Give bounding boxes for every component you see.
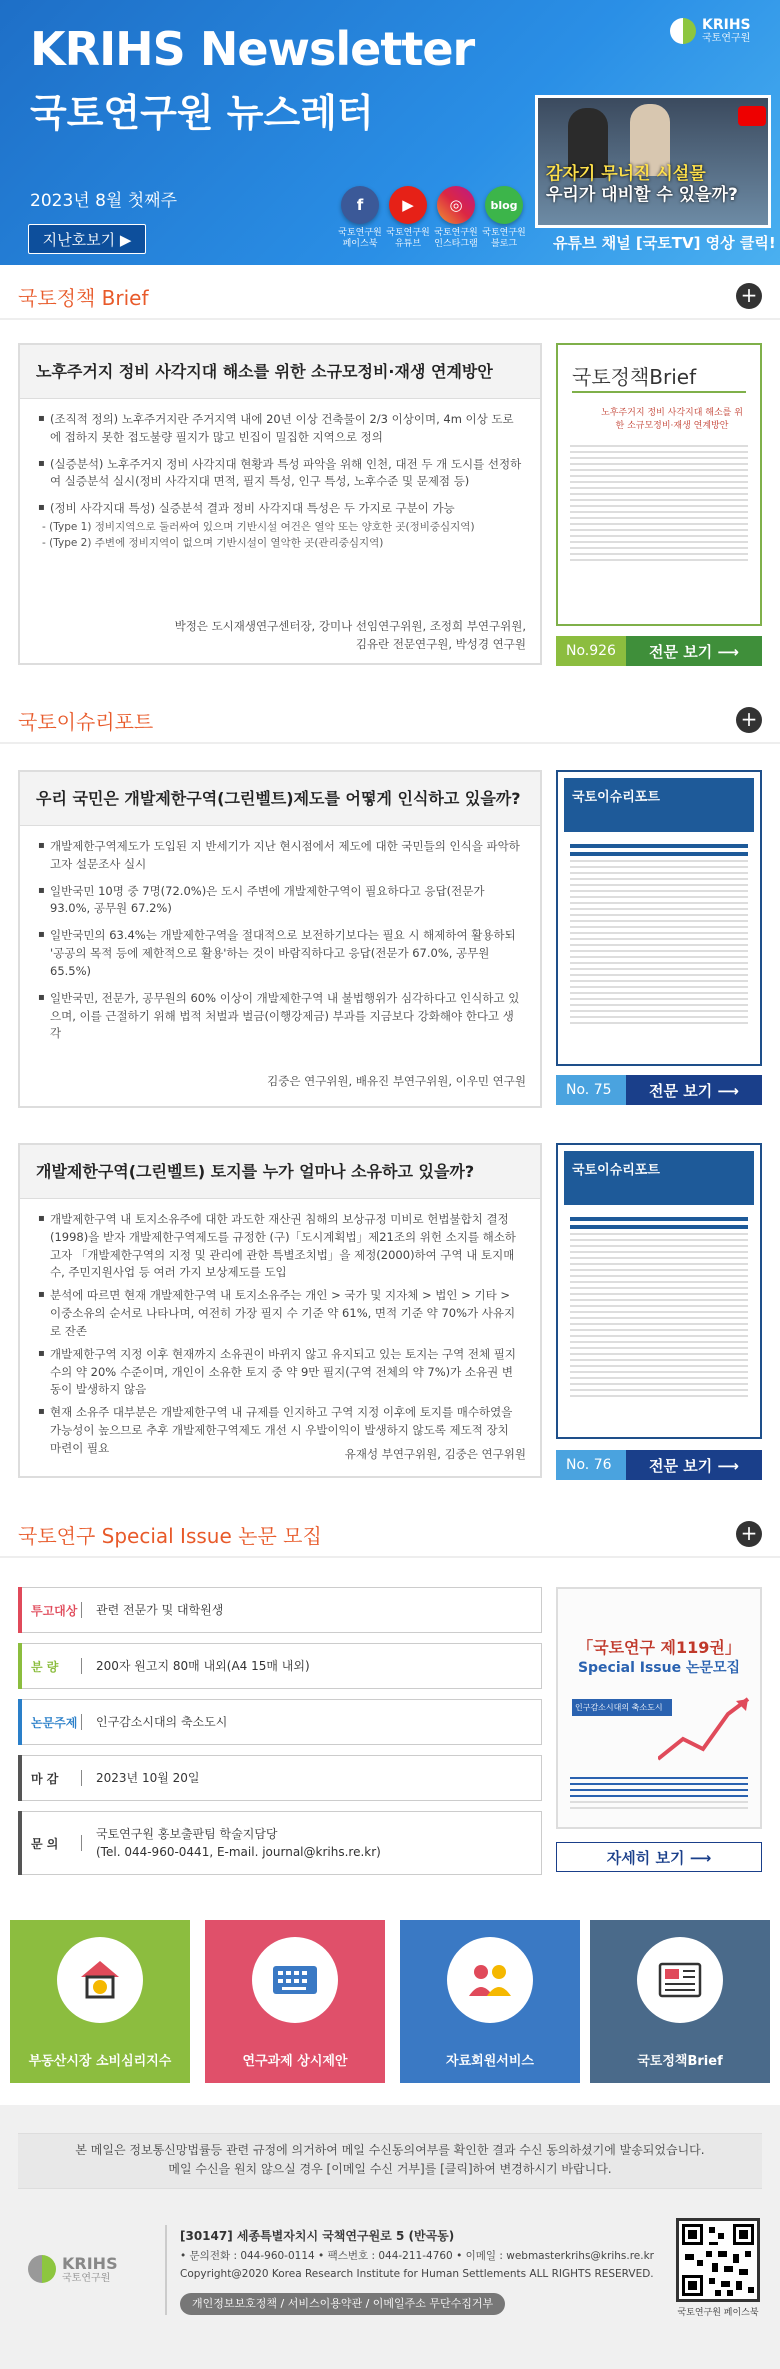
qr-label: 국토연구원 페이스북: [677, 2308, 759, 2318]
youtube-label: 국토연구원 유튜브: [386, 228, 430, 250]
issue-75-footer-bar: [556, 1075, 762, 1105]
people-icon: [447, 1937, 533, 2023]
issue-card-75-authors: 김중은 연구위원, 배유진 부연구위원, 이우민 연구원: [267, 1074, 526, 1088]
youtube-icon: ▶: [389, 186, 427, 224]
brief-sub-item: - (Type 2) 주변에 정비지역이 없으며 기반시설이 열악한 곳(관리중심지역): [42, 536, 384, 549]
footer-divider: [165, 2225, 167, 2315]
row-separator: [81, 1602, 82, 1618]
list-item: ▪ (조직적 정의) 노후주거지란 주거지역 내에 20년 이상 건축물이 2/3 이상이며, 4m 이상 도로에 접하지 못한 접도불량 필지가 많고 빈집이 밀집한 지역으로 정의: [38, 411, 522, 447]
issue-more-plus-icon[interactable]: +: [736, 707, 762, 733]
instagram-icon: ◎: [437, 186, 475, 224]
list-item: ▪ 개발제한구역 내 토지소유주에 대한 과도한 재산권 침해의 보상규정 미비로 헌법불합치 결정(1998)을 받자 개발제한구역제도를 규정한 (구)「도시계획법」제21조의 위헌 소지를 해소하고자 「개발제한구역의 지정 및 관리에 관한 특별조치법」을 제정(2000)하여 구역 내 토지매수, 주민지원사업 등 여러 가지 보상제도를 도입: [38, 1211, 522, 1282]
row-separator: [81, 1835, 82, 1851]
play-icon: [738, 106, 766, 126]
brief-cover-subtitle: 노후주거지 정비 사각지대 해소를 위한 소규모정비·재생 연계방안: [601, 408, 743, 431]
row-accent: [18, 1587, 22, 1633]
tile-real-estate-index[interactable]: [10, 1920, 190, 2083]
row-value: 관련 전문가 및 대학원생: [96, 1603, 224, 1617]
facebook-link[interactable]: [336, 186, 384, 251]
house-coin-icon: [57, 1937, 143, 2023]
issue-card-75-title[interactable]: 우리 국민은 개발제한구역(그린벨트)제도를 어떻게 인식하고 있을까?: [20, 772, 540, 826]
brief-more-plus-icon[interactable]: +: [736, 283, 762, 309]
row-value: 인구감소시대의 축소도시: [96, 1715, 228, 1729]
logo-text-ko: 국토연구원: [702, 33, 751, 45]
video-caption-1b: 무너진 시설물: [601, 164, 706, 184]
brief-authors-line1: 박정은 도시재생연구센터장, 강미나 선임연구위원, 조정희 부연구위원,: [174, 619, 526, 633]
blog-link[interactable]: [480, 186, 528, 251]
instagram-label: 국토연구원 인스타그램: [434, 228, 478, 250]
special-row-contact: [18, 1811, 542, 1875]
special-poster-thumbnail[interactable]: [556, 1587, 762, 1829]
youtube-channel-label[interactable]: 유튜브 채널 [국토TV] 영상 클릭!: [553, 234, 776, 252]
list-item: ▪ 일반국민의 63.4%는 개발제한구역을 절대적으로 보전하기보다는 필요 시 해제하여 활용하되 '공공의 목적 등에 제한적으로 활용'하는 것이 바람직하다고 응답(전문가 67.0%, 공무원 65.5%): [38, 927, 522, 980]
issue-76-cover-thumbnail[interactable]: [556, 1143, 762, 1439]
tile-policy-brief[interactable]: [590, 1920, 770, 2083]
issue-75-read-more-button[interactable]: 전문 보기 ⟶: [626, 1075, 762, 1105]
tile-label: 자료회원서비스: [446, 2054, 534, 2069]
tile-label: 부동산시장 소비심리지수: [28, 2054, 172, 2069]
youtube-link[interactable]: [384, 186, 432, 251]
issue-76-number: No. 76: [556, 1450, 626, 1480]
issue-section-title: 국토이슈리포트: [18, 710, 154, 734]
brief-bullet-list: [20, 399, 540, 518]
poster-title-2: Special Issue 논문모집: [577, 1660, 741, 1676]
list-item: ▪ 일반국민 10명 중 7명(72.0%)은 도시 주변에 개발제한구역이 필요하다고 응답(전문가 93.0%, 공무원 67.2%): [38, 883, 522, 919]
list-item: ▪ (정비 사각지대 특성) 실증분석 결과 정비 사각지대 특성은 두 가지로 구분이 가능: [38, 500, 522, 518]
newsletter-title-en: KRIHS Newsletter: [30, 22, 475, 76]
list-item: ▪ 개발제한구역 지정 이후 현재까지 소유권이 바뀌지 않고 유지되고 있는 토지는 구역 전체 필지 수의 약 20% 수준이며, 개인이 소유한 토지 중 약 9만 필지(구역 전체의 약 7%)가 소유권 변동이 발생하지 않음: [38, 1346, 522, 1399]
footer-notice: [18, 2133, 762, 2189]
special-read-more-button[interactable]: 자세히 보기 ⟶: [606, 1848, 712, 1867]
past-issues-button[interactable]: 지난호보기 ▶: [28, 224, 146, 254]
blog-icon: blog: [485, 186, 523, 224]
row-label: 마 감: [31, 1771, 59, 1786]
video-caption: [546, 164, 738, 207]
poster-text-lines: [570, 1777, 748, 1813]
footer-copyright: Copyright@2020 Korea Research Institute for Human Settlements ALL RIGHTS RESERVED.: [180, 2268, 654, 2280]
issue-card-75-bullets: [20, 826, 540, 1043]
list-item: ▪ (실증분석) 노후주거지 정비 사각지대 현황과 특성 파악을 위해 인천, 대전 두 개 도시를 선정하여 실증분석 실시(정비 사각지대 면적, 필지 특성, 인구 특성, 노후수준 및 문제점 등): [38, 456, 522, 492]
newsletter-header: [0, 0, 780, 265]
krihs-logo-icon: [670, 18, 696, 44]
special-more-plus-icon[interactable]: +: [736, 1521, 762, 1547]
tile-label: 국토정책Brief: [637, 2054, 723, 2069]
footer: [0, 2105, 780, 2369]
newspaper-icon: [637, 1937, 723, 2023]
logo-text-en: KRIHS: [702, 17, 751, 33]
special-row-deadline: [18, 1755, 542, 1801]
footer-notice-line1: 본 메일은 정보통신망법률등 관련 규정에 의거하여 메일 수신동의여부를 확인한 결과 수신 동의하셨기에 발송되었습니다.: [75, 2143, 705, 2157]
row-label: 투고대상: [31, 1603, 78, 1618]
brief-read-more-button[interactable]: 전문 보기 ⟶: [626, 636, 762, 666]
issue-75-cover-thumbnail[interactable]: [556, 770, 762, 1066]
special-row-topic: [18, 1699, 542, 1745]
row-value: 2023년 10월 20일: [96, 1771, 200, 1785]
section-divider: [0, 318, 780, 320]
row-separator: [81, 1658, 82, 1674]
special-section-title: 국토연구 Special Issue 논문 모집: [18, 1524, 322, 1548]
row-accent: [18, 1811, 22, 1875]
footer-logo-en: KRIHS: [62, 2254, 118, 2273]
blog-label: 국토연구원 블로그: [482, 228, 526, 250]
qr-code-icon[interactable]: [676, 2218, 760, 2302]
issue-card-76-bullets: [20, 1199, 540, 1458]
issue-card-75: [18, 770, 542, 1108]
contact-line1: 국토연구원 홍보출판팀 학술지담당: [96, 1827, 278, 1841]
facebook-label: 국토연구원 페이스북: [338, 228, 382, 250]
special-row-target: [18, 1587, 542, 1633]
brief-section-title: 국토정책 Brief: [18, 286, 149, 310]
issue-date: 2023년 8월 첫째주: [30, 191, 177, 211]
issue-76-cover-title: 국토이슈리포트: [572, 1163, 660, 1178]
issue-76-read-more-button[interactable]: 전문 보기 ⟶: [626, 1450, 762, 1480]
brief-authors: [175, 617, 526, 654]
row-accent: [18, 1643, 22, 1689]
list-item: ▪ 개발제한구역제도가 도입된 지 반세기가 지난 현시점에서 제도에 대한 국민들의 인식을 파악하고자 설문조사 실시: [38, 838, 522, 874]
footer-logo: [28, 2255, 118, 2284]
row-accent: [18, 1755, 22, 1801]
footer-contact: • 문의전화 : 044-960-0114 • 팩스번호 : 044-211-4760 • 이메일 : webmasterkrihs@krihs.re.kr: [180, 2250, 654, 2262]
list-item: ▪ 분석에 따르면 현재 개발제한구역 내 토지소유주는 개인 > 국가 및 지자체 > 법인 > 기타 > 이중소유의 순서로 나타나며, 여전히 가장 필지 수 기준 약 61%, 면적 기준 약 70%가 사유지로 잔존: [38, 1287, 522, 1340]
keyboard-icon: [252, 1937, 338, 2023]
issue-76-footer-bar: [556, 1450, 762, 1480]
facebook-icon: f: [341, 186, 379, 224]
section-divider: [0, 742, 780, 744]
youtube-video-thumbnail[interactable]: [535, 95, 771, 228]
brief-footer-bar: [556, 636, 762, 666]
footer-policy-links[interactable]: 개인정보보호정책 / 서비스이용약관 / 이메일주소 무단수집거부: [180, 2293, 505, 2315]
issue-card-76-authors: 유재성 부연구위원, 김중은 연구위원: [344, 1447, 526, 1461]
krihs-logo[interactable]: [670, 18, 751, 44]
poster-topic: 인구감소시대의 축소도시: [572, 1699, 672, 1716]
brief-card-title[interactable]: 노후주거지 정비 사각지대 해소를 위한 소규모정비·재생 연계방안: [20, 345, 540, 399]
brief-cover-thumbnail[interactable]: [556, 343, 762, 626]
video-caption-1: 감자기: [546, 164, 602, 184]
issue-75-number: No. 75: [556, 1075, 626, 1105]
cover-text-lines: [570, 844, 748, 1028]
tile-member-service[interactable]: [400, 1920, 580, 2083]
contact-line2: (Tel. 044-960-0441, E-mail. journal@krihs.re.kr): [96, 1845, 381, 1859]
issue-card-76: [18, 1143, 542, 1478]
tile-label: 연구과제 상시제안: [242, 2054, 348, 2069]
issue-75-cover-title: 국토이슈리포트: [572, 790, 660, 805]
cover-text-lines: [570, 1217, 748, 1401]
footer-notice-line2[interactable]: 메일 수신을 원치 않으실 경우 [이메일 수신 거부]를 [클릭]하여 변경하시기 바랍니다.: [168, 2162, 612, 2177]
special-footer-bar: [556, 1842, 762, 1872]
list-item: ▪ 현재 소유주 대부분은 개발제한구역 내 규제를 인지하고 구역 지정 이후에 토지를 매수하였을 가능성이 높으므로 추후 개발제한구역제도 개선 시 우발이익이 발생하지 않도록 제도적 장치 마련이 필요: [38, 1404, 522, 1457]
special-row-length: [18, 1643, 542, 1689]
newsletter-title-ko: 국토연구원 뉴스레터: [30, 91, 374, 135]
brief-cover-title: 국토정책Brief: [572, 365, 697, 389]
footer-address: [30147] 세종특별자치시 국책연구원로 5 (반곡동): [180, 2229, 455, 2243]
brief-card: [18, 343, 542, 665]
row-value: 200자 원고지 80매 내외(A4 15매 내외): [96, 1659, 310, 1673]
row-accent: [18, 1699, 22, 1745]
brief-authors-line2: 김유란 전문연구원, 박성경 연구원: [355, 637, 526, 652]
section-divider: [0, 1556, 780, 1558]
cover-text-lines: [570, 445, 748, 565]
brief-sub-item: - (Type 1) 정비지역으로 둘러싸여 있으며 기반시설 여건은 열악 또는 양호한 곳(정비중심지역): [42, 521, 475, 534]
row-label: 논문주제: [31, 1715, 78, 1730]
footer-logo-ko: 국토연구원: [62, 2272, 111, 2284]
cover-rule: [572, 391, 746, 393]
video-caption-2: 우리가 대비할 수 있을까?: [546, 185, 738, 206]
row-label: 분 량: [31, 1659, 59, 1674]
poster-title-1: 「국토연구 제119권」: [577, 1638, 741, 1657]
row-separator: [81, 1714, 82, 1730]
issue-card-76-title[interactable]: 개발제한구역(그린벨트) 토지를 누가 얼마나 소유하고 있을까?: [20, 1145, 540, 1199]
list-item: ▪ 일반국민, 전문가, 공무원의 60% 이상이 개발제한구역 내 불법행위가 심각하다고 인식하고 있으며, 이를 근절하기 위해 법적 처벌과 벌금(이행강제금) 부과를 지금보다 강화해야 한다고 생각: [38, 990, 522, 1043]
row-label: 문 의: [31, 1836, 59, 1851]
instagram-link[interactable]: [432, 186, 480, 251]
footer-logo-icon: [28, 2255, 56, 2283]
poster-graph-icon: [658, 1689, 754, 1769]
row-value: [96, 1825, 381, 1861]
tile-research-proposal[interactable]: [205, 1920, 385, 2083]
brief-issue-number: No.926: [556, 636, 626, 666]
row-separator: [81, 1770, 82, 1786]
